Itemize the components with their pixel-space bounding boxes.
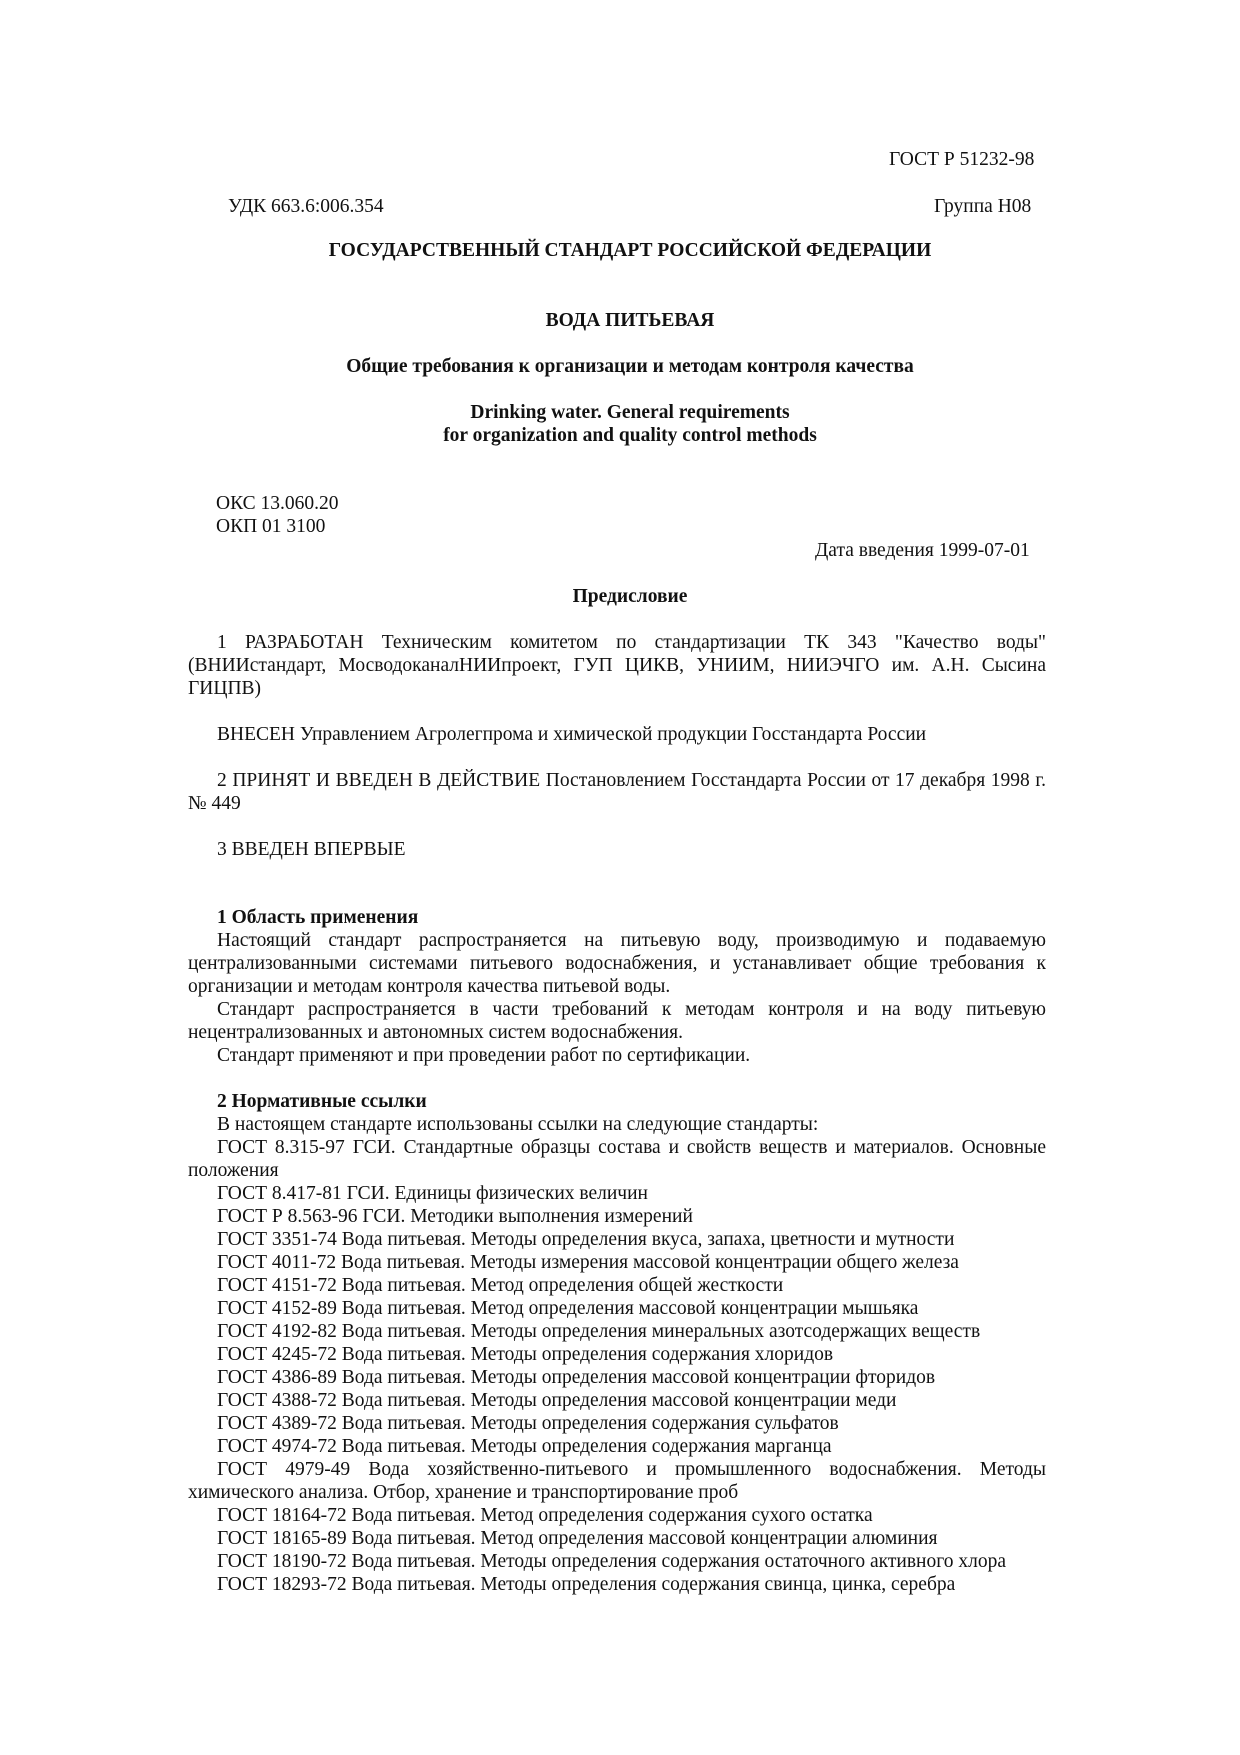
reference-item: ГОСТ 18165-89 Вода питьевая. Метод определения массовой концентрации алюминия (217, 1528, 938, 1549)
foreword-heading: Предисловие (572, 586, 688, 607)
reference-item: ГОСТ 4245-72 Вода питьевая. Методы определения содержания хлоридов (217, 1344, 834, 1365)
document-subtitle-en-line2: for organization and quality control methods (443, 425, 817, 446)
reference-item: ГОСТ 3351-74 Вода питьевая. Методы определения вкуса, запаха, цветности и мутности (217, 1229, 955, 1250)
foreword-paragraph-1: 1 РАЗРАБОТАН Техническим комитетом по стандартизации ТК 343 "Качество воды" (ВНИИстандарт, МосводоканалНИИпроект, ГУП ЦИКВ, УНИИМ, НИИЭЧГО им. А.Н. Сысина ГИЦПВ) (188, 632, 1046, 699)
foreword-paragraph-2: ВНЕСЕН Управлением Агролегпрома и химической продукции Госстандарта России (217, 724, 927, 745)
reference-item: ГОСТ Р 8.563-96 ГСИ. Методики выполнения измерений (217, 1206, 693, 1227)
group-code: Группа Н08 (934, 196, 1032, 217)
section-1-paragraph-3: Стандарт применяют и при проведении работ по сертификации. (217, 1045, 751, 1066)
gost-number: ГОСТ Р 51232-98 (889, 149, 1035, 170)
reference-item: ГОСТ 8.315-97 ГСИ. Стандартные образцы состава и свойств веществ и материалов. Основные положения (188, 1137, 1046, 1181)
reference-item: ГОСТ 4152-89 Вода питьевая. Метод определения массовой концентрации мышьяка (217, 1298, 919, 1319)
reference-item: ГОСТ 18293-72 Вода питьевая. Методы определения содержания свинца, цинка, серебра (217, 1574, 956, 1595)
state-standard-heading: ГОСУДАРСТВЕННЫЙ СТАНДАРТ РОССИЙСКОЙ ФЕДЕРАЦИИ (328, 240, 932, 261)
okp-code: ОКП 01 3100 (216, 516, 326, 537)
reference-item: ГОСТ 18164-72 Вода питьевая. Метод определения содержания сухого остатка (217, 1505, 873, 1526)
section-1-paragraph-2: Стандарт распространяется в части требований к методам контроля и на воду питьевую нецентрализованных и автономных систем водоснабжения. (188, 999, 1046, 1043)
section-2-intro: В настоящем стандарте использованы ссылки на следующие стандарты: (217, 1114, 819, 1135)
reference-item: ГОСТ 4389-72 Вода питьевая. Методы определения содержания сульфатов (217, 1413, 839, 1434)
document-subtitle-ru: Общие требования к организации и методам контроля качества (346, 356, 914, 377)
reference-item: ГОСТ 4386-89 Вода питьевая. Методы определения массовой концентрации фторидов (217, 1367, 936, 1388)
document-title: ВОДА ПИТЬЕВАЯ (545, 310, 715, 331)
foreword-paragraph-4: 3 ВВЕДЕН ВПЕРВЫЕ (217, 839, 406, 860)
reference-item: ГОСТ 8.417-81 ГСИ. Единицы физических величин (217, 1183, 648, 1204)
reference-item: ГОСТ 18190-72 Вода питьевая. Методы определения содержания остаточного активного хлора (217, 1551, 1006, 1572)
reference-item: ГОСТ 4011-72 Вода питьевая. Методы измерения массовой концентрации общего железа (217, 1252, 959, 1273)
document-subtitle-en-line1: Drinking water. General requirements (470, 402, 790, 423)
reference-item: ГОСТ 4192-82 Вода питьевая. Методы определения минеральных азотсодержащих веществ (217, 1321, 981, 1342)
reference-item: ГОСТ 4151-72 Вода питьевая. Метод определения общей жесткости (217, 1275, 784, 1296)
oks-code: ОКС 13.060.20 (216, 493, 339, 514)
section-1-heading: 1 Область применения (217, 907, 419, 928)
intro-date: Дата введения 1999-07-01 (815, 540, 1030, 561)
reference-item: ГОСТ 4974-72 Вода питьевая. Методы определения содержания марганца (217, 1436, 832, 1457)
reference-item: ГОСТ 4388-72 Вода питьевая. Методы определения массовой концентрации меди (217, 1390, 897, 1411)
udk-code: УДК 663.6:006.354 (228, 196, 384, 217)
reference-item: ГОСТ 4979-49 Вода хозяйственно-питьевого и промышленного водоснабжения. Методы химического анализа. Отбор, хранение и транспортирование проб (188, 1459, 1046, 1503)
section-2-heading: 2 Нормативные ссылки (217, 1091, 427, 1112)
foreword-paragraph-3: 2 ПРИНЯТ И ВВЕДЕН В ДЕЙСТВИЕ Постановлением Госстандарта России от 17 декабря 1998 г. № 449 (188, 770, 1046, 814)
section-1-paragraph-1: Настоящий стандарт распространяется на питьевую воду, производимую и подаваемую централизованными системами питьевого водоснабжения, и устанавливает общие требования к организации и методам контроля качества питьевой воды. (188, 930, 1046, 997)
